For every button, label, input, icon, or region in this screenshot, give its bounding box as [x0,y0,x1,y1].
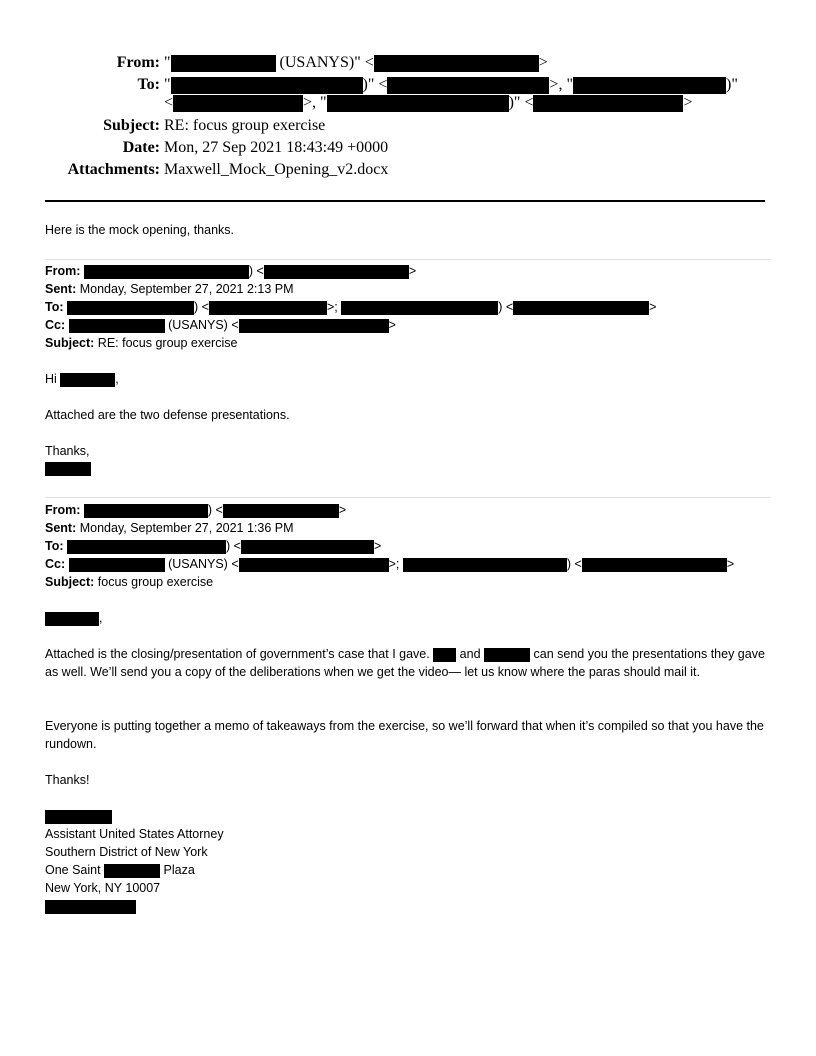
email1-body: Attached are the two defense presentations. [45,408,290,422]
redaction-block [239,558,389,572]
email2-cc-line: Cc: (USANYS) < >; ) < > [45,557,735,571]
redaction-block [327,95,509,112]
email2-from-line: From: ) < > [45,503,347,517]
top-message: Here is the mock opening, thanks. [45,223,234,237]
redaction-block [582,558,727,572]
email2-sent-line: Sent: Monday, September 27, 2021 1:36 PM [45,521,294,535]
redaction-block [264,265,409,279]
header-to-value-cont: < >, " )" < > [164,94,693,111]
separator [45,497,771,498]
redaction-block [84,265,249,279]
email2-paragraph-1: Attached is the closing/presentation of government’s case that I gave. and can send you the presentations they gave as well. We’ll send you a copy of the deliberations when we get the video— let us know where the paras should mail it. [45,647,765,679]
redaction-block [513,301,649,315]
redaction-block [104,864,160,878]
redaction-block [223,504,339,518]
redaction-block [69,319,165,333]
header-from-value: " (USANYS)" < > [164,54,548,71]
header-attachments-label: Attachments: [67,161,160,178]
redaction-block [171,55,276,72]
redaction-block [67,540,226,554]
email2-greeting: , [45,609,102,627]
email1-to-line: To: ) < >; ) < > [45,300,657,314]
redaction-block [484,648,530,662]
signature-office: Southern District of New York [45,845,208,859]
redaction-block [239,319,389,333]
header-date: Mon, 27 Sep 2021 18:43:49 +0000 [164,139,389,156]
separator [45,259,771,260]
redaction-block [374,55,539,72]
signature-address-2: New York, NY 10007 [45,881,161,895]
email1-greeting: Hi , [45,372,119,386]
email1-closing: Thanks, [45,444,90,458]
redaction-block [173,95,303,112]
header-subject: RE: focus group exercise [164,117,326,134]
redaction-block [433,648,456,662]
signature-address-1: One Saint Plaza [45,863,195,877]
email2-subject-line: Subject: focus group exercise [45,575,214,589]
header-date-label: Date: [122,139,160,156]
email2-closing: Thanks! [45,773,90,787]
redaction-block [403,558,567,572]
redaction-block [387,77,549,94]
email1-subject-line: Subject: RE: focus group exercise [45,336,238,350]
header-to-value: " )" < >, " )" [164,76,738,93]
header-attachment-file[interactable]: Maxwell_Mock_Opening_v2.docx [164,161,389,178]
signature-title: Assistant United States Attorney [45,827,224,841]
redaction-block [45,612,99,626]
redaction-block [171,77,363,94]
header-divider [45,200,765,202]
email1-cc-line: Cc: (USANYS) < > [45,318,396,332]
redaction-block [573,77,726,94]
redaction-block [69,558,165,572]
email2-paragraph-2: Everyone is putting together a memo of takeaways from the exercise, so we’ll forward that when it’s compiled so that you have the rundown. [45,719,764,751]
redaction-block [84,504,208,518]
header-to-label: To: [137,76,160,93]
redaction-block [533,95,683,112]
redaction-block [341,301,498,315]
header-subject-label: Subject: [103,117,160,134]
redaction-block [241,540,374,554]
email1-from-line: From: ) < > [45,264,417,278]
email2-to-line: To: ) < > [45,539,382,553]
redaction-block [209,301,327,315]
signature-name-redaction [45,810,112,824]
redaction-block [60,373,115,387]
header-from-label: From: [116,54,160,71]
redaction-block [45,462,91,476]
signature-phone-redaction [45,900,136,914]
redaction-block [67,301,194,315]
email1-sent-line: Sent: Monday, September 27, 2021 2:13 PM [45,282,294,296]
